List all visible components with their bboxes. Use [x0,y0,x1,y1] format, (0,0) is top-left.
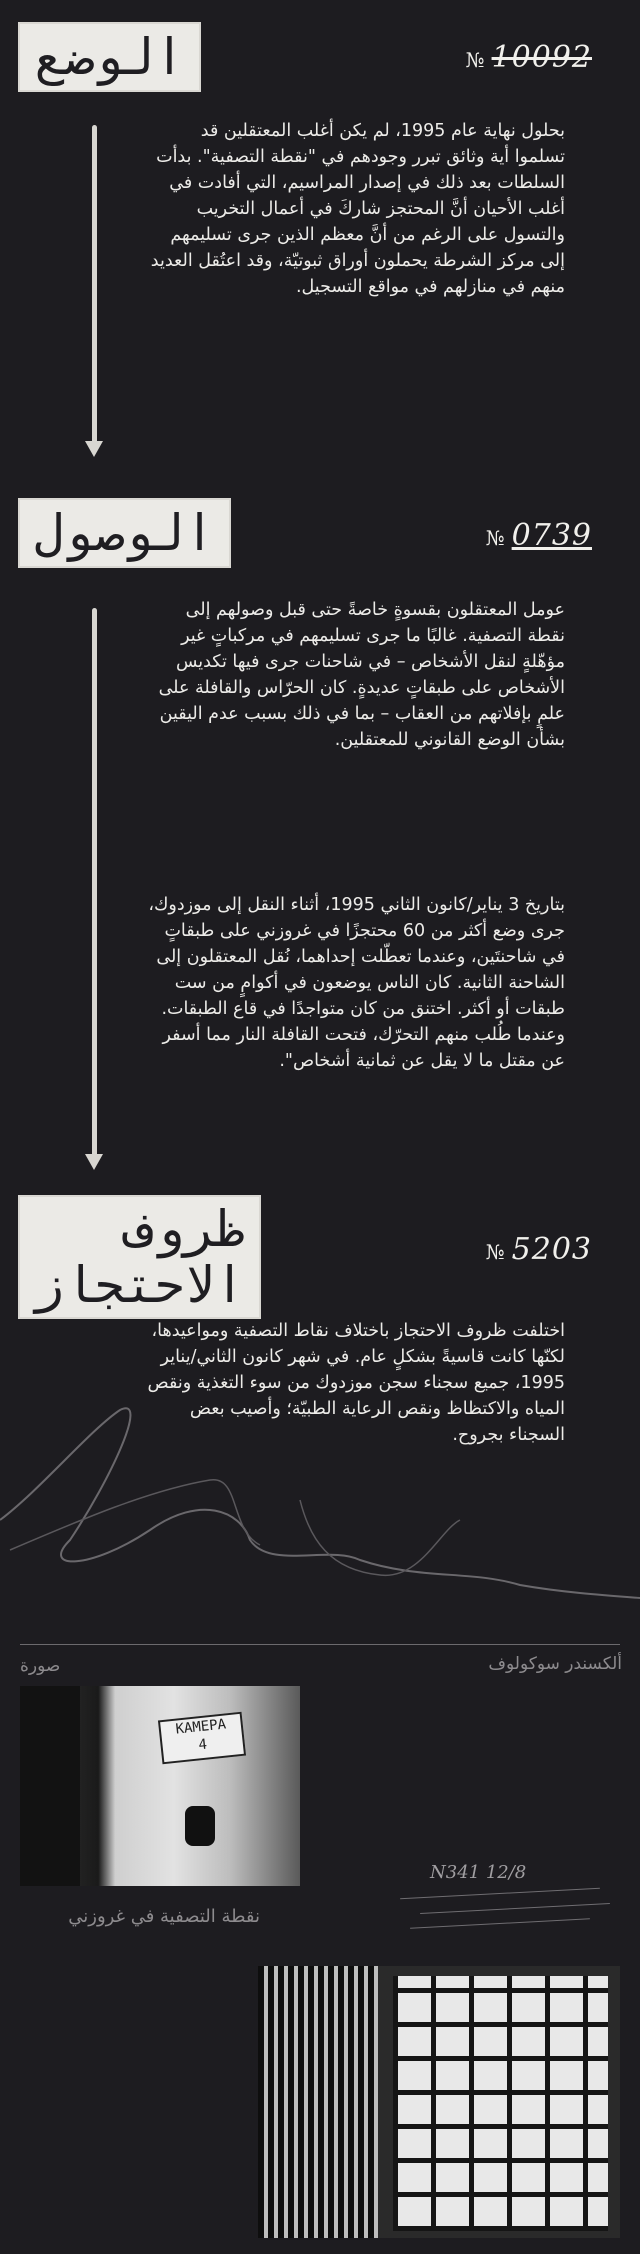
photo-credit-author: ألكسندر سوكولوف [488,1654,622,1674]
photo-caption: نقطة التصفية في غروزني [68,1906,260,1927]
photo-credit-label: صورة [20,1656,61,1676]
section-3-paragraph: اختلفت ظروف الاحتجاز باختلاف نقاط التصفية ومواعيدها، لكنّها كانت قاسيةً بشكلٍ عام. في شهر كانون الثاني/يناير 1995، جميع سجناء سجن موزدوك من سوء التغذية ونقص المياه والاكتظاظ ونقص الرعاية الطبيّة؛ وأصيب بعض السجناء بجروح. [147,1321,565,1445]
cell-sign-number: 4 [197,1736,208,1754]
signature-scribble [0,1370,640,1610]
section-2-paragraph-2: بتاريخ 3 يناير/كانون الثاني 1995، أثناء النقل إلى موزدوك، جرى وضع أكثر من 60 محتجزًا في غروزني على طبقاتٍ في شاحنتَين، وعندما تعطّلت إحداهما، نُقل المعتقلون إلى الشاحنة الثانية. كان الناس يوضعون في أكوامٍ من ست طبقات أو أكثر. اختنق من كان متواجدًا في قاع الطبقات. وعندما طُلب منهم التحرّك، فتحت القافلة النار مما أسفر عن مقتل ما لا يقل عن ثمانية أشخاص". [148,895,565,1071]
section-2-paragraph-1: عومل المعتقلون بقسوةٍ خاصةً حتى قبل وصولهم إلى نقطة التصفية. غالبًا ما جرى تسليمهم في مركباتٍ غير مؤهّلةٍ لنقل الأشخاص – في شاحنات جرى فيها تكديس الأشخاص على طبقاتٍ عديدةٍ. كان الحرّاس والقافلة على علمٍ بإفلاتهم من العقاب – بما في ذلك بسبب عدم اليقين بشأن الوضع القانوني للمعتقلين. [158,600,565,750]
credits-divider [20,1644,620,1645]
section-3-document-number: № 5203 [485,1232,592,1267]
section-1-document-number: № 10092 [465,40,592,75]
section-3-title: ظروف الاحتجاز [18,1195,261,1319]
section-2-title: الوصول [18,498,231,568]
section-2-document-number: № 0739 [485,518,592,553]
photo-barred-window [258,1966,620,2238]
handwritten-notes: N341 12/8 [340,1862,630,1962]
timeline-arrow-1 [84,125,104,465]
timeline-arrow-2 [84,608,104,1178]
section-1-paragraph: بحلول نهاية عام 1995، لم يكن أغلب المعتقلين قد تسلموا أية وثائق تبرر وجودهم في "نقطة التصفية". بدأت السلطات بعد ذلك في إصدار المراسيم، التي أفادت في أغلب الأحيان أنَّ المحتجز شاركَ في أعمال التخريب والتسول على الرغم من أنَّ معظم الذين جرى تسليمهم إلى مركز الشرطة يحملون أوراق ثبوتيّة، وقد اعتُقل العديد منهم في منازلهم في مواقع التسجيل. [150,121,565,297]
cell-sign-text: КАМЕРА [174,1716,227,1738]
section-1-title: الوضع [18,22,201,92]
photo-cell-door [20,1686,300,1886]
